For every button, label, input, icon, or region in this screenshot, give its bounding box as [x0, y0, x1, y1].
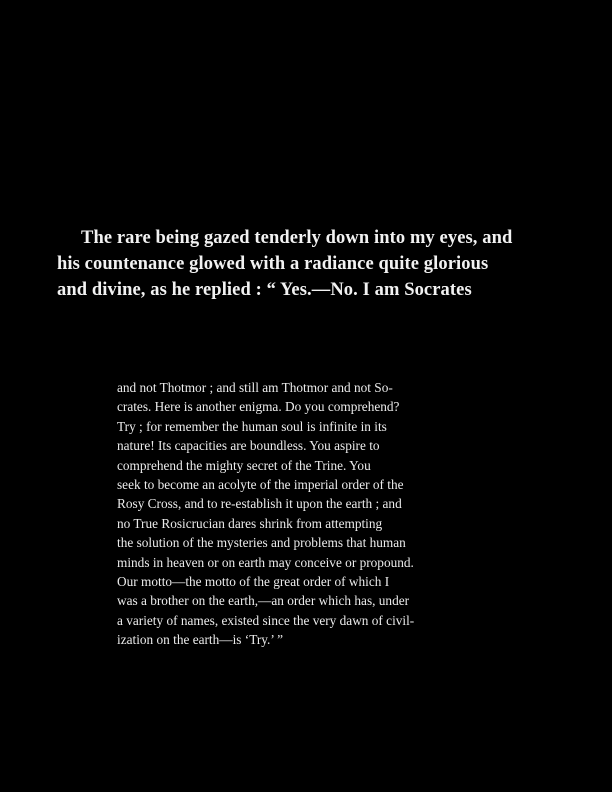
text-line: crates. Here is another enigma. Do you comprehend?: [117, 399, 400, 415]
text-line: was a brother on the earth,—an order which has, under: [117, 593, 410, 609]
text-line: Rosy Cross, and to re-establish it upon the earth ; and: [117, 496, 402, 512]
text-line: and divine, as he replied : “ Yes.—No. I am Socrates: [57, 280, 472, 300]
text-line: nature! Its capacities are boundless. You aspire to: [117, 438, 380, 454]
text-line: ization on the earth—is ‘Try.’ ”: [117, 632, 284, 648]
text-line: the solution of the mysteries and problems that human: [117, 535, 406, 551]
text-line: and not Thotmor ; and still am Thotmor and not So-: [117, 380, 393, 395]
text-line: Our motto—the motto of the great order of which I: [117, 574, 390, 590]
top-paragraph: [57, 225, 557, 303]
text-line: a variety of names, existed since the very dawn of civil-: [117, 612, 415, 628]
text-line: Try ; for remember the human soul is infinite in its: [117, 418, 387, 434]
text-line: his countenance glowed with a radiance quite glorious: [57, 254, 489, 274]
text-line: The rare being gazed tenderly down into my eyes, and: [81, 228, 513, 248]
text-line: minds in heaven or on earth may conceive or propound.: [117, 554, 414, 570]
text-line: comprehend the mighty secret of the Trine. You: [117, 457, 371, 473]
main-paragraph: [117, 378, 499, 650]
text-line: no True Rosicrucian dares shrink from attempting: [117, 515, 383, 531]
text-line: seek to become an acolyte of the imperial order of the: [117, 477, 404, 493]
